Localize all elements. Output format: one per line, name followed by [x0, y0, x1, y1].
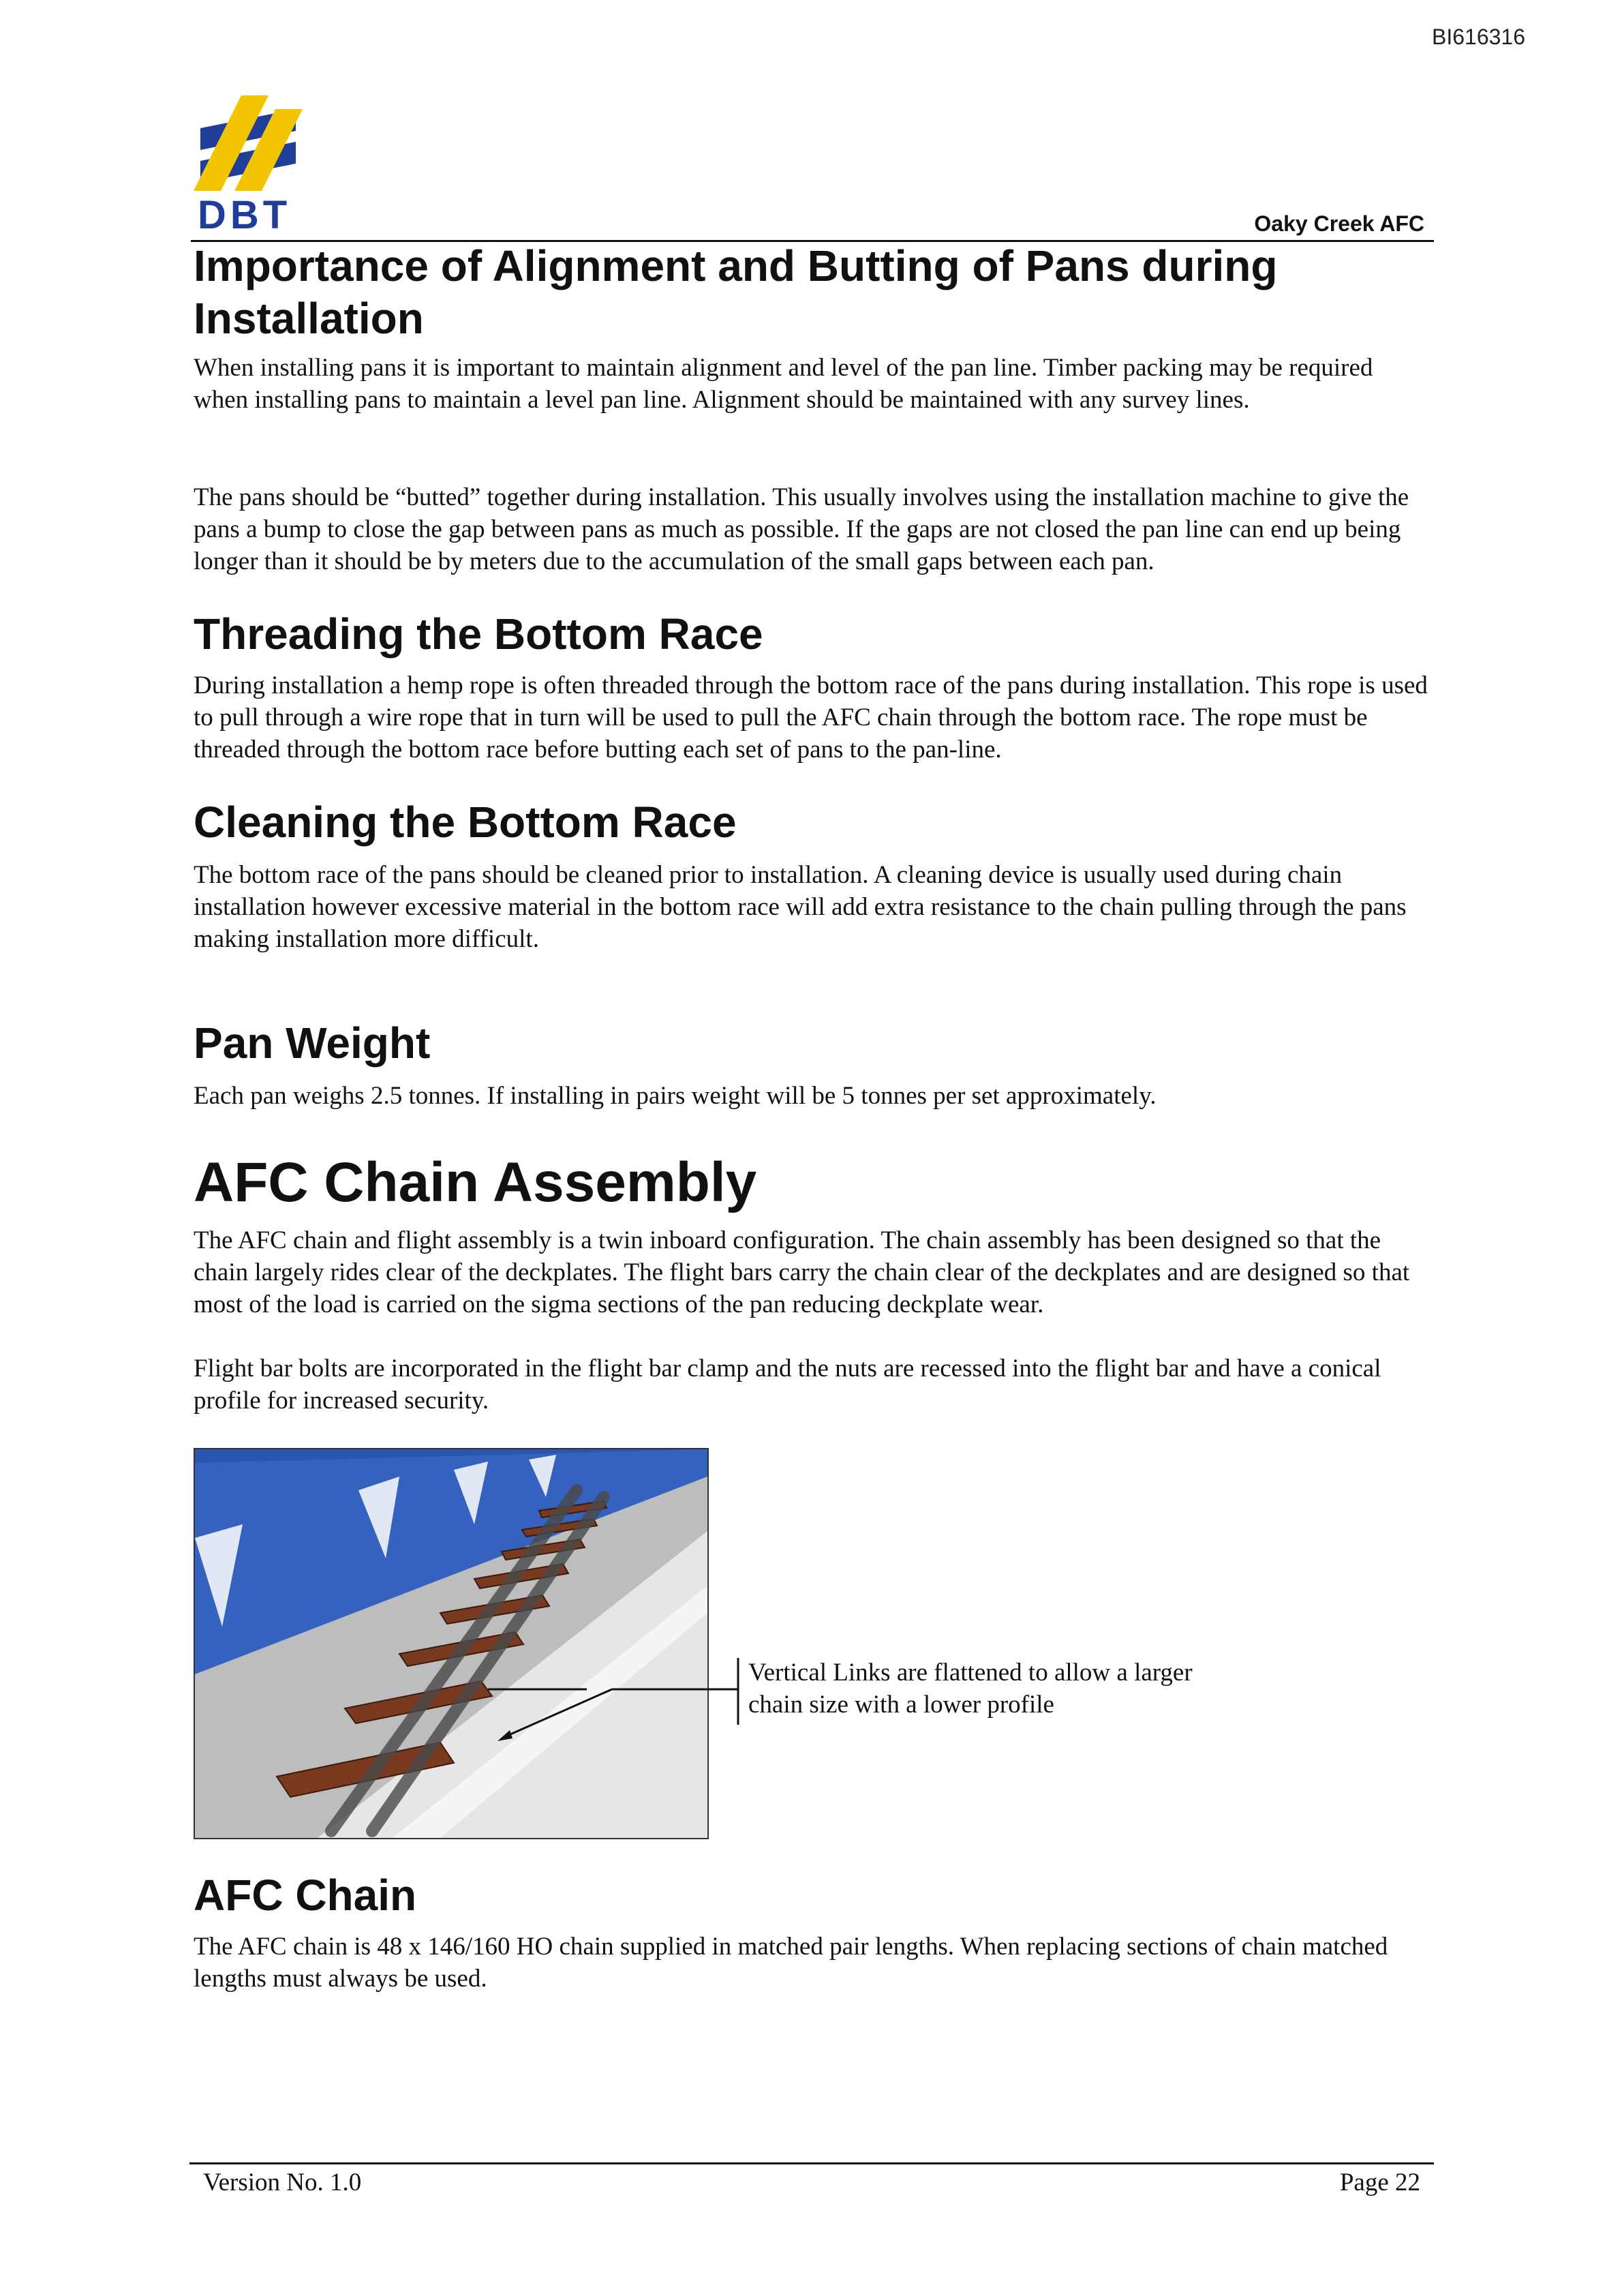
paragraph-assembly-1: The AFC chain and flight assembly is a twin inboard configuration. The chain assembly has been designed so that the chain largely rides clear of the deckplates. The flight bars carry the chain clear of the deckplates and are designed so that most of the load is carried on the sigma sections of the pan reducing deckplate wear. [194, 1226, 1410, 1318]
paragraph-alignment-2: The pans should be “butted” together during installation. This usually involves using the installation machine to give the pans a bump to close the gap between pans as much as possible. If the gaps are not closed the pan line can end up being longer than it should be by meters due to the accumulation of the small gaps between each pan. [194, 483, 1409, 575]
chain-photo [194, 1448, 709, 1839]
document-id: BI616316 [1431, 25, 1525, 49]
footer-rule [189, 2162, 1434, 2164]
paragraph-pan-weight: Each pan weighs 2.5 tonnes. If installing in pairs weight will be 5 tonnes per set approximately. [194, 1082, 1157, 1110]
heading-cleaning: Cleaning the Bottom Race [194, 798, 737, 847]
heading-alignment: Importance of Alignment and Butting of Pans during Installation [194, 241, 1278, 343]
footer-version: Version No. 1.0 [203, 2169, 362, 2196]
project-name: Oaky Creek AFC [1254, 211, 1424, 236]
heading-afc-chain-assembly: AFC Chain Assembly [194, 1151, 757, 1213]
callout-vertical-links: Vertical Links are flattened to allow a larger chain size with a lower profile [748, 1659, 1193, 1719]
paragraph-cleaning: The bottom race of the pans should be cleaned prior to installation. A cleaning device is usually used during chain installation however excessive material in the bottom race will add extra resistance to the chain pulling through the pans making installation more difficult. [194, 861, 1407, 953]
heading-afc-chain: AFC Chain [194, 1871, 417, 1920]
logo-text: DBT [198, 193, 292, 237]
footer-page-number: Page 22 [1339, 2169, 1420, 2196]
paragraph-threading: During installation a hemp rope is often threaded through the bottom race of the pans during installation. This rope is used to pull through a wire rope that in turn will be used to pull the AFC chain through the bottom race. The rope must be threaded through the bottom race before butting each set of pans to the pan-line. [194, 671, 1428, 764]
paragraph-afc-chain: The AFC chain is 48 x 146/160 HO chain supplied in matched pair lengths. When replacing sections of chain matched lengths must always be used. [194, 1933, 1388, 1993]
paragraph-alignment-1: When installing pans it is important to maintain alignment and level of the pan line. Timber packing may be required when installing pans to maintain a level pan line. Alignment should be maintained with any survey lines. [194, 354, 1373, 414]
heading-pan-weight: Pan Weight [194, 1018, 431, 1068]
callout-leader [477, 1650, 750, 1745]
heading-threading: Threading the Bottom Race [194, 609, 763, 659]
paragraph-assembly-2: Flight bar bolts are incorporated in the flight bar clamp and the nuts are recessed into the flight bar and have a conical profile for increased security. [194, 1355, 1381, 1415]
